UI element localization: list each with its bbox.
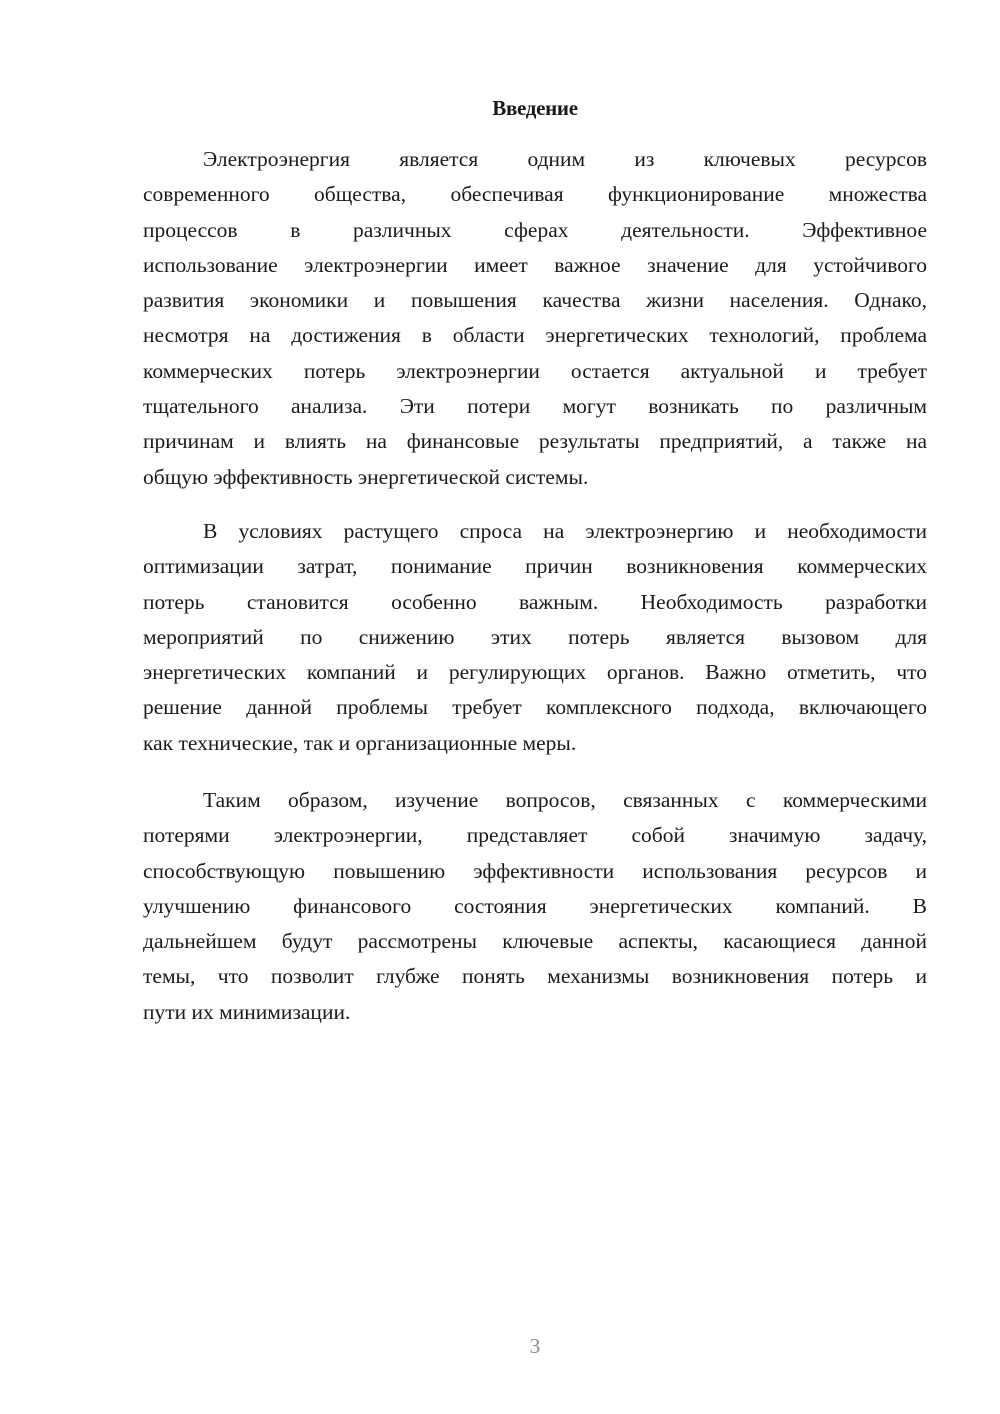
text-line: дальнейшем будут рассмотрены ключевые аспекты, касающиеся данной <box>143 929 927 954</box>
text-line: пути их минимизации. <box>143 999 351 1024</box>
text-line: мероприятий по снижению этих потерь является вызовом для <box>143 624 927 649</box>
section-title: Введение <box>492 96 578 120</box>
text-line: развития экономики и повышения качества жизни населения. Однако, <box>143 288 927 313</box>
text-line: способствующую повышению эффективности использования ресурсов и <box>143 858 927 883</box>
text-line: оптимизации затрат, понимание причин возникновения коммерческих <box>143 554 927 579</box>
text-line: темы, что позволит глубже понять механизмы возникновения потерь и <box>143 964 927 989</box>
text-line: Таким образом, изучение вопросов, связанных с коммерческими <box>203 788 927 812</box>
text-line: Электроэнергия является одним из ключевых ресурсов <box>203 147 927 171</box>
text-line: улучшению финансового состояния энергетических компаний. В <box>143 893 927 918</box>
paragraph-3 <box>143 783 927 1030</box>
paragraph-1 <box>143 142 927 495</box>
text-line: использование электроэнергии имеет важное значение для устойчивого <box>143 252 927 277</box>
text-line: тщательного анализа. Эти потери могут возникать по различным <box>143 394 927 419</box>
page-number: 3 <box>529 1334 541 1358</box>
text-line: коммерческих потерь электроэнергии остается актуальной и требует <box>143 358 927 383</box>
text-line: потерями электроэнергии, представляет собой значимую задачу, <box>143 823 927 848</box>
paragraph-2 <box>143 514 927 761</box>
text-line: энергетических компаний и регулирующих органов. Важно отметить, что <box>143 660 927 685</box>
text-line: потерь становится особенно важным. Необходимость разработки <box>143 589 927 614</box>
text-line: несмотря на достижения в области энергетических технологий, проблема <box>143 323 927 348</box>
text-line: процессов в различных сферах деятельности. Эффективное <box>143 217 927 242</box>
text-line: современного общества, обеспечивая функционирование множества <box>143 182 927 207</box>
text-line: причинам и влиять на финансовые результаты предприятий, а также на <box>143 429 927 454</box>
text-line: решение данной проблемы требует комплексного подхода, включающего <box>143 695 927 720</box>
text-line: общую эффективность энергетической системы. <box>143 464 589 489</box>
text-line: В условиях растущего спроса на электроэнергию и необходимости <box>203 519 927 543</box>
text-line: как технические, так и организационные меры. <box>143 730 577 755</box>
